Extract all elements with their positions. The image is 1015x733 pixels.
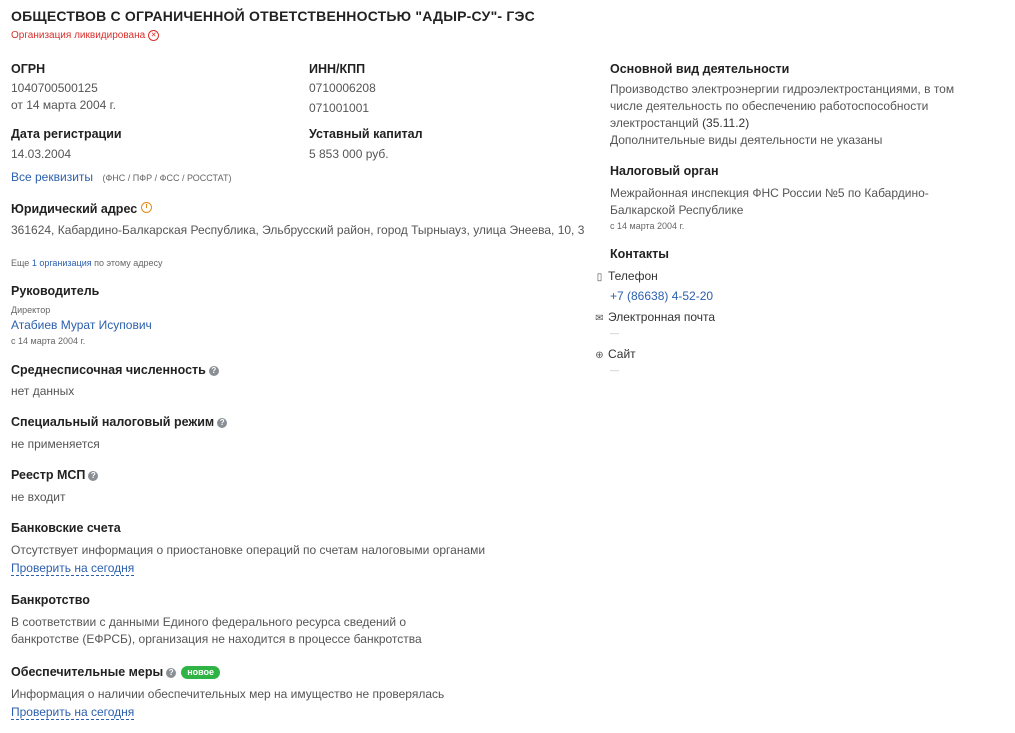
registration-label: Дата регистрации bbox=[11, 127, 122, 141]
bankruptcy-label: Банкротство bbox=[11, 593, 90, 607]
activity-label: Основной вид деятельности bbox=[610, 62, 790, 76]
activity-extra: Дополнительные виды деятельности не указаны bbox=[610, 133, 883, 147]
bank-check-link[interactable]: Проверить на сегодня bbox=[11, 561, 135, 575]
head-name-link[interactable]: Атабиев Мурат Исупович bbox=[11, 318, 152, 332]
employees-label: Среднесписочная численность bbox=[11, 363, 206, 377]
ogrn-date: от 14 марта 2004 г. bbox=[11, 98, 116, 112]
site-label-row bbox=[594, 346, 636, 364]
phone-icon: ▯ bbox=[596, 272, 603, 283]
activity-code: (35.11.2) bbox=[702, 116, 750, 130]
tax-authority-label: Налоговый орган bbox=[610, 164, 719, 178]
address-more-prefix: Еще bbox=[11, 258, 30, 268]
requisites-row bbox=[11, 168, 231, 186]
mail-icon: ✉ bbox=[595, 313, 604, 324]
ogrn-label: ОГРН bbox=[11, 62, 46, 76]
all-requisites-link[interactable]: Все реквизиты bbox=[11, 170, 94, 184]
measures-label: Обеспечительные меры bbox=[11, 665, 164, 679]
close-circle-icon: ✕ bbox=[148, 30, 159, 41]
head-since: с 14 марта 2004 г. bbox=[11, 336, 86, 346]
phone-link[interactable]: +7 (86638) 4-52-20 bbox=[610, 289, 714, 303]
phone-label: Телефон bbox=[608, 269, 658, 283]
bank-value: Отсутствует информация о приостановке операций по счетам налоговыми органами bbox=[11, 543, 486, 557]
requisites-note: (ФНС / ПФР / ФСС / РОССТАТ) bbox=[102, 173, 232, 183]
kpp-value: 071001001 bbox=[309, 101, 370, 115]
clock-icon[interactable] bbox=[141, 202, 152, 213]
address-label: Юридический адрес bbox=[11, 202, 138, 216]
help-icon[interactable]: ? bbox=[217, 418, 227, 428]
status-badge bbox=[11, 30, 159, 41]
employees-value: нет данных bbox=[11, 384, 75, 398]
status-text: Организация ликвидирована bbox=[11, 30, 146, 41]
tax-regime-label-row bbox=[11, 415, 227, 429]
msp-label: Реестр МСП bbox=[11, 468, 86, 482]
address-more bbox=[11, 258, 163, 268]
tax-authority-value: Межрайонная инспекция ФНС России №5 по Кабардино-Балкарской Республике bbox=[610, 186, 929, 217]
capital-value: 5 853 000 руб. bbox=[309, 147, 389, 161]
company-title: ОБЩЕСТВОВ С ОГРАНИЧЕННОЙ ОТВЕТСТВЕННОСТЬЮ "АДЫР-СУ"- ГЭС bbox=[11, 8, 535, 24]
registration-value: 14.03.2004 bbox=[11, 147, 72, 161]
measures-value: Информация о наличии обеспечительных мер на имущество не проверялась bbox=[11, 687, 445, 701]
contacts-label: Контакты bbox=[610, 247, 669, 261]
measures-check-row bbox=[11, 704, 134, 721]
phone-label-row bbox=[594, 268, 658, 286]
site-value: — bbox=[610, 365, 619, 375]
inn-label: ИНН/КПП bbox=[309, 62, 366, 76]
measures-check-link[interactable]: Проверить на сегодня bbox=[11, 705, 135, 719]
bank-check-row bbox=[11, 560, 134, 577]
email-label-row bbox=[594, 309, 715, 327]
address-more-suffix: по этому адресу bbox=[94, 258, 163, 268]
email-value: — bbox=[610, 328, 619, 338]
head-role: Директор bbox=[11, 305, 51, 315]
inn-value: 0710006208 bbox=[309, 81, 376, 95]
bank-label: Банковские счета bbox=[11, 521, 121, 535]
new-badge: новое bbox=[181, 666, 220, 679]
tax-regime-value: не применяется bbox=[11, 437, 100, 451]
activity-block bbox=[610, 81, 990, 132]
help-icon[interactable]: ? bbox=[209, 366, 219, 376]
email-label: Электронная почта bbox=[608, 310, 716, 324]
address-label-row bbox=[11, 202, 152, 216]
address-value: 361624, Кабардино-Балкарская Республика, Эльбрусский район, город Тырныауз, улица Энеева, 10, 3 bbox=[11, 223, 585, 237]
head-label: Руководитель bbox=[11, 284, 100, 298]
tax-authority-since: с 14 марта 2004 г. bbox=[610, 221, 685, 231]
help-icon[interactable]: ? bbox=[88, 471, 98, 481]
measures-label-row bbox=[11, 665, 220, 679]
ogrn-value: 1040700500125 bbox=[11, 81, 98, 95]
msp-label-row bbox=[11, 468, 98, 482]
capital-label: Уставный капитал bbox=[309, 127, 423, 141]
site-label: Сайт bbox=[608, 347, 636, 361]
address-more-link[interactable]: 1 организация bbox=[31, 258, 92, 268]
msp-value: не входит bbox=[11, 490, 66, 504]
help-icon[interactable]: ? bbox=[166, 668, 176, 678]
globe-icon: ⊕ bbox=[595, 350, 604, 361]
activity-value: Производство электроэнергии гидроэлектростанциями, в том числе деятельность по обеспечению работоспособности электростанций bbox=[610, 82, 955, 130]
bankruptcy-value: В соответствии с данными Единого федерального ресурса сведений о банкротстве (ЕФРСБ), организация не находится в процессе банкротства bbox=[11, 615, 422, 646]
employees-label-row bbox=[11, 363, 219, 377]
tax-regime-label: Специальный налоговый режим bbox=[11, 415, 215, 429]
